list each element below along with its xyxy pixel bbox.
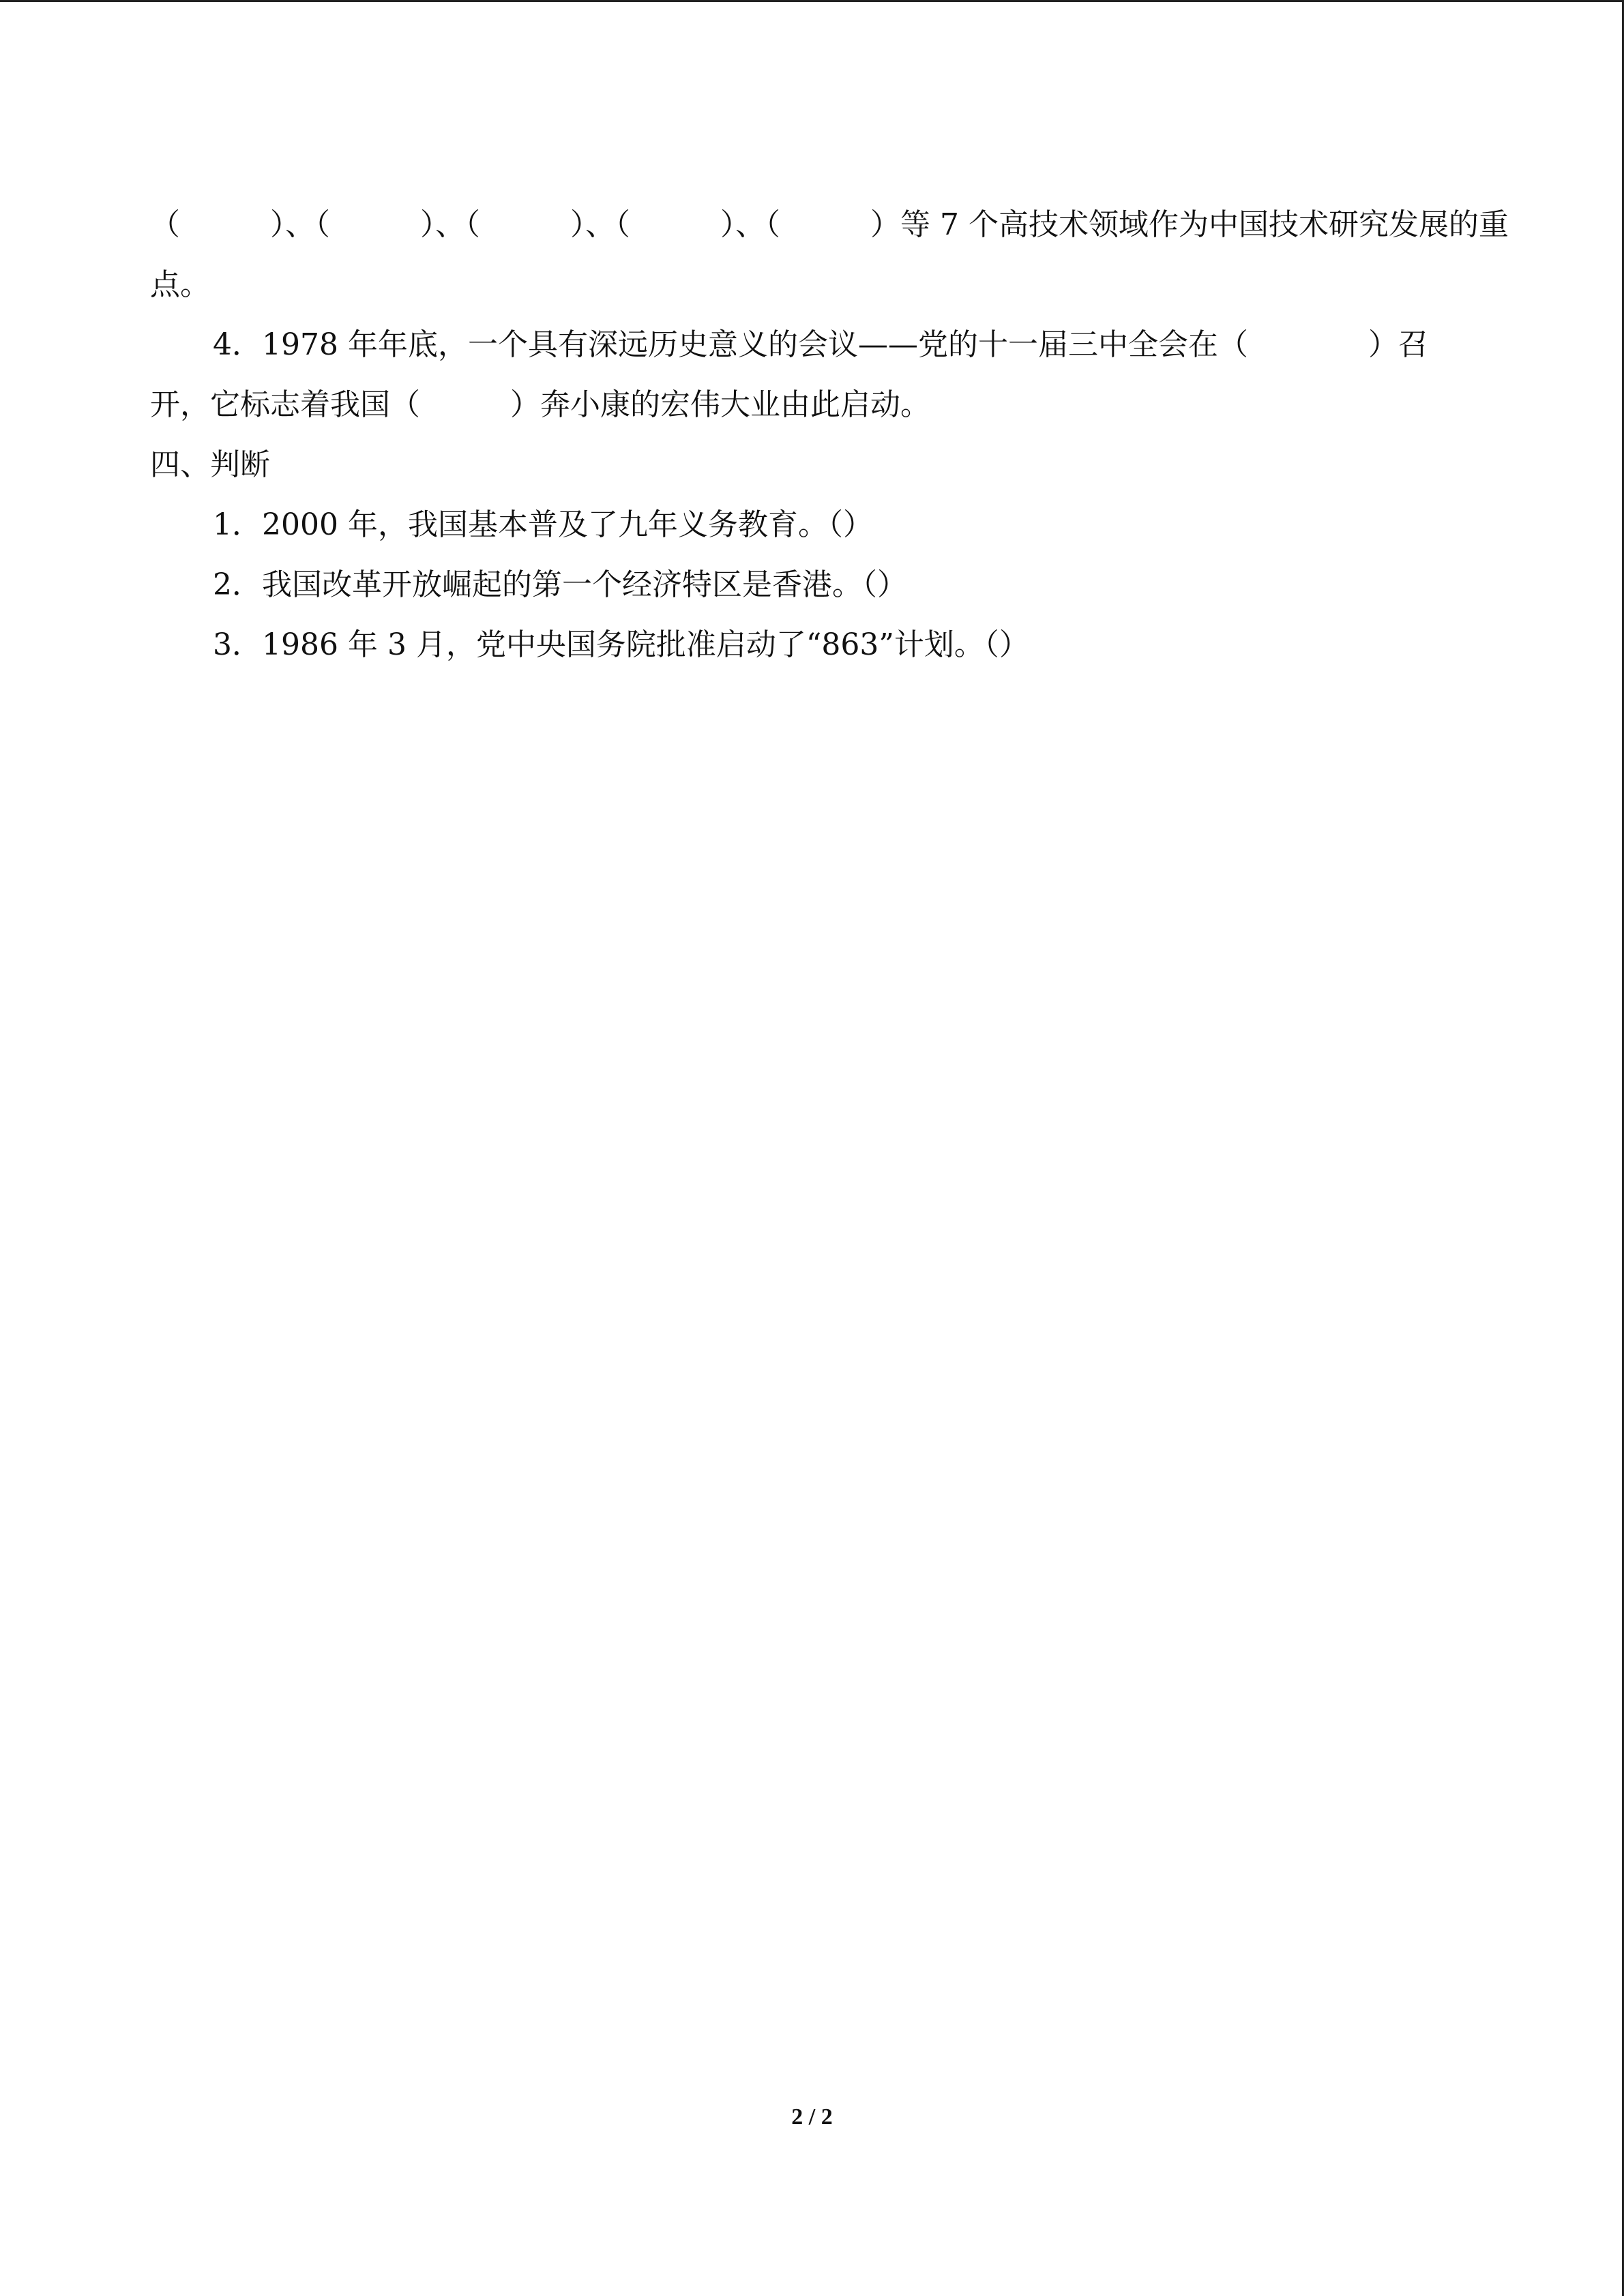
judgment-item-1: 1．2000 年，我国基本普及了九年义务教育。（）	[213, 507, 873, 542]
q4-line-2: 开，它标志着我国（ ）奔小康的宏伟大业由此启动。	[150, 387, 930, 422]
q3-continuation-line-1: （ ）、（ ）、（ ）、（ ）、（ ）等 7 个高技术领域作为中国技术研究发展的重	[150, 207, 1509, 242]
q4-line-1: 4．1978 年年底，一个具有深远历史意义的会议——党的十一届三中全会在（ ）召	[213, 327, 1428, 362]
section-heading-judgment: 四、判断	[150, 447, 270, 482]
q3-continuation-line-2: 点。	[150, 267, 210, 302]
judgment-item-2: 2．我国改革开放崛起的第一个经济特区是香港。（）	[213, 567, 907, 602]
page-number: 2 / 2	[791, 2104, 833, 2130]
page-top-border	[0, 0, 1624, 2]
judgment-item-3: 3．1986 年 3 月，党中央国务院批准启动了“863”计划。（）	[213, 627, 1029, 662]
